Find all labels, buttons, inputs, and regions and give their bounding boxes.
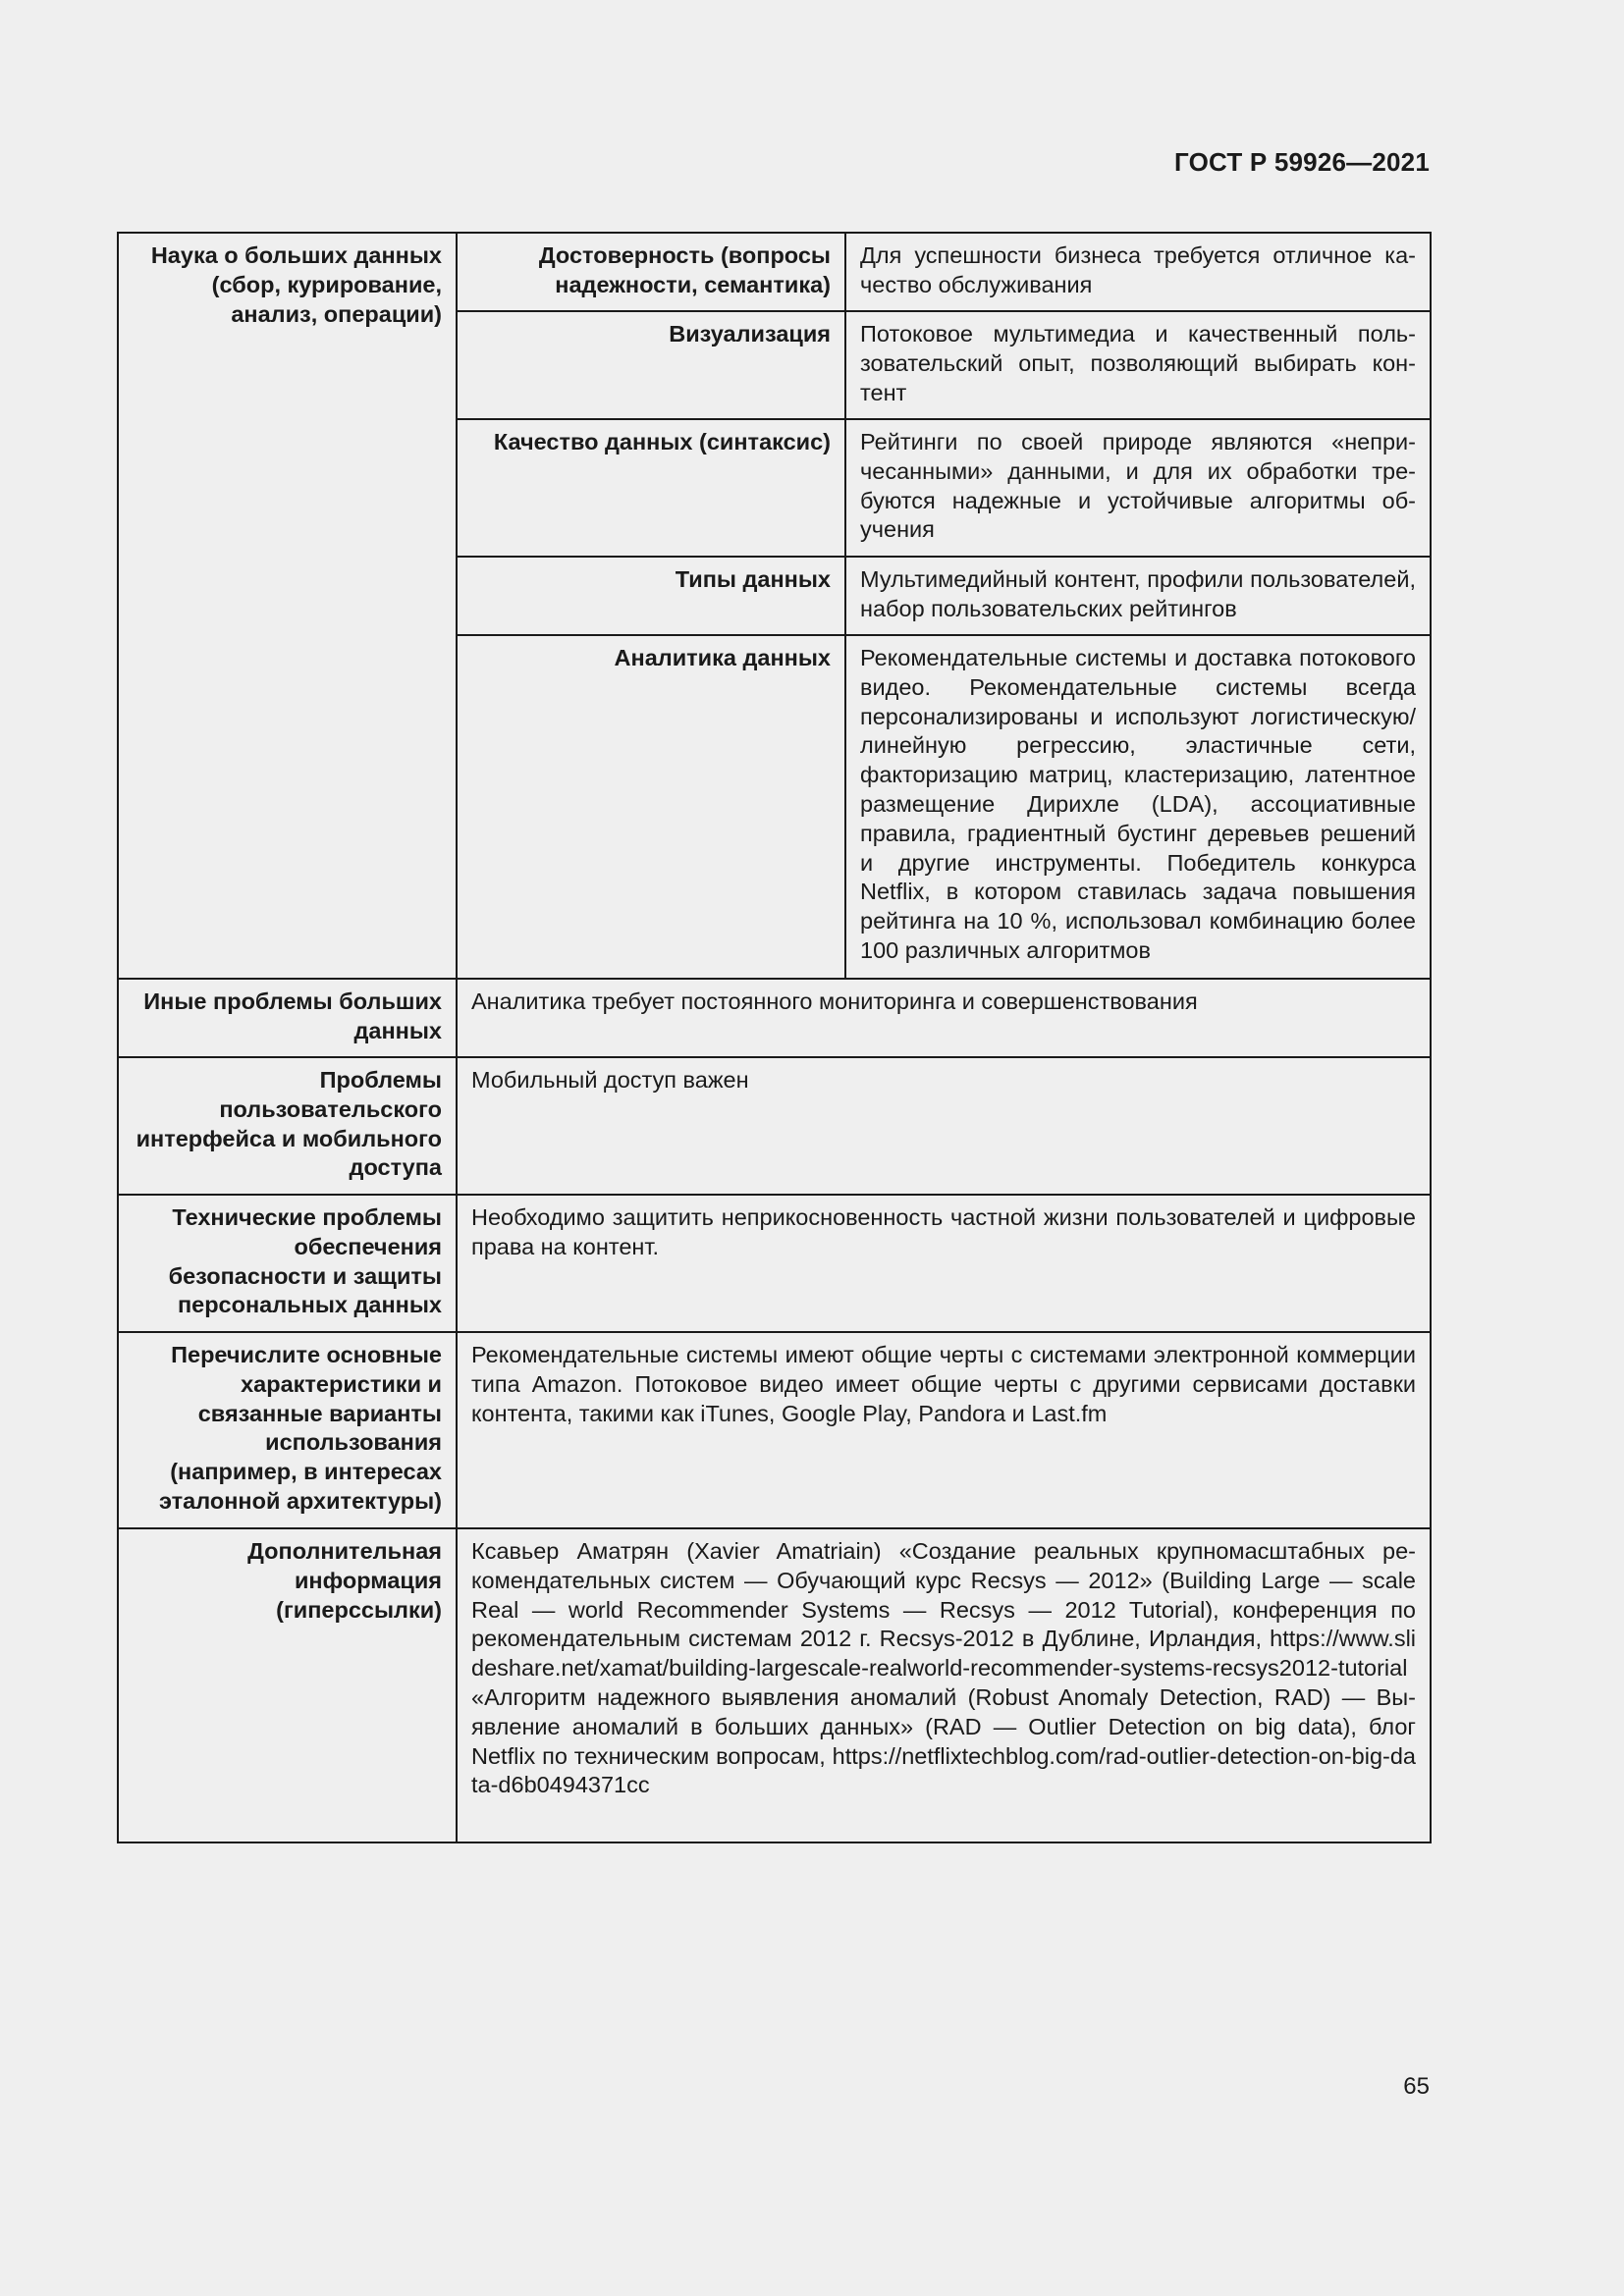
cell-ui-problems: Мобильный доступ важен [457, 1057, 1431, 1195]
reference-2: «Алгоритм надежного выявления аномалий (Robust Anomaly Detection, RAD) — Выявление аномалий в больших данных» (RAD — Outlier Detection on big data), блог Netflix по техническим вопросам, [471, 1683, 1416, 1769]
cell-security-problems: Необходимо защитить неприкосновенность частной жизни пользователей и цифровые права на контент. [457, 1195, 1431, 1332]
cell-other-problems: Аналитика требует постоянного мониторинга и совершенствования [457, 979, 1431, 1057]
reference-2-link[interactable]: https://netflixtechblog.com/rad-outlier-detection-on-big-data-d6b0494371cc [471, 1742, 1416, 1798]
sub-label-visualization: Визуализация [457, 311, 845, 419]
reference-1-link[interactable]: https://www.slideshare.net/xamat/building-largescale-realworld-recommender-systems-recsys2012-tutorial [471, 1626, 1417, 1682]
table-row [118, 1528, 1431, 1842]
sub-label-data-analytics: Аналитика данных [457, 635, 845, 979]
cell-veracity: Для успешности бизнеса требуется отличное качество обслуживания [845, 233, 1431, 311]
sub-label-data-quality: Качество данных (синтаксис) [457, 419, 845, 557]
row-label-additional-info: Дополнительная информация (гиперссылки) [118, 1528, 457, 1842]
cell-additional-info [457, 1528, 1431, 1842]
row-label-other-problems: Иные проблемы больших данных [118, 979, 457, 1057]
cell-data-analytics: Рекомендательные системы и доставка потокового видео. Рекомендательные системы всегда персонализированы и используют логистическую/линейную регрессию, эластичные сети, факторизацию матриц, кластеризацию, латентное размещение Дирихле (LDA), ассоциативные правила, градиентный бустинг деревьев решений и другие инструменты. Победитель конкурса Netflix, в котором ставилась задача повышения рейтинга на 10 %, использовал комбинацию более 100 различных алгоритмов [845, 635, 1431, 979]
row-label-characteristics: Перечислите основные характеристики и связанные варианты использования (например, в интересах эталонной архитектуры) [118, 1332, 457, 1528]
reference-1: Ксавьер Аматрян (Xavier Amatriain) «Создание реальных крупномасштабных рекомендательных систем — Обучающий курс Recsys — 2012» (Building Large — scale Real — world Recommender Systems — Recsys — 2012 Tutorial), конференция по рекомендательным системам 2012 г. Recsys-2012 в Дублине, Ирландия, [471, 1538, 1416, 1652]
table-row [118, 979, 1431, 1057]
cell-characteristics: Рекомендательные системы имеют общие черты с системами электронной коммерции типа Amazon. Потоковое видео имеет общие черты с другими сервисами доставки контента, такими как iTunes, Google Play, Pandora и Last.fm [457, 1332, 1431, 1528]
sub-label-data-types: Типы данных [457, 557, 845, 635]
table-row [118, 1195, 1431, 1332]
sub-label-veracity: Достоверность (вопросы надежности, семантика) [457, 233, 845, 311]
use-case-table [117, 232, 1432, 1843]
cell-visualization: Потоковое мультимедиа и качественный пользовательский опыт, позволяющий выбирать контент [845, 311, 1431, 419]
page-header-standard-id: ГОСТ Р 59926—2021 [1174, 147, 1430, 177]
cell-data-types: Мультимедийный контент, профили пользователей, набор пользовательских рейтингов [845, 557, 1431, 635]
row-label-ui-problems: Проблемы пользовательского интерфейса и мобильного доступа [118, 1057, 457, 1195]
table-row [118, 1057, 1431, 1195]
row-label-security-problems: Технические проблемы обеспечения безопасности и защиты персональных данных [118, 1195, 457, 1332]
row-label-big-data-science: Наука о больших данных (сбор, курирование, анализ, операции) [118, 233, 457, 979]
table-row [118, 1332, 1431, 1528]
cell-data-quality: Рейтинги по своей природе являются «непричесанными» данными, и для их обработки требуются надежные и устойчивые алгоритмы обучения [845, 419, 1431, 557]
page-number: 65 [1403, 2073, 1430, 2100]
table-row [118, 233, 1431, 311]
